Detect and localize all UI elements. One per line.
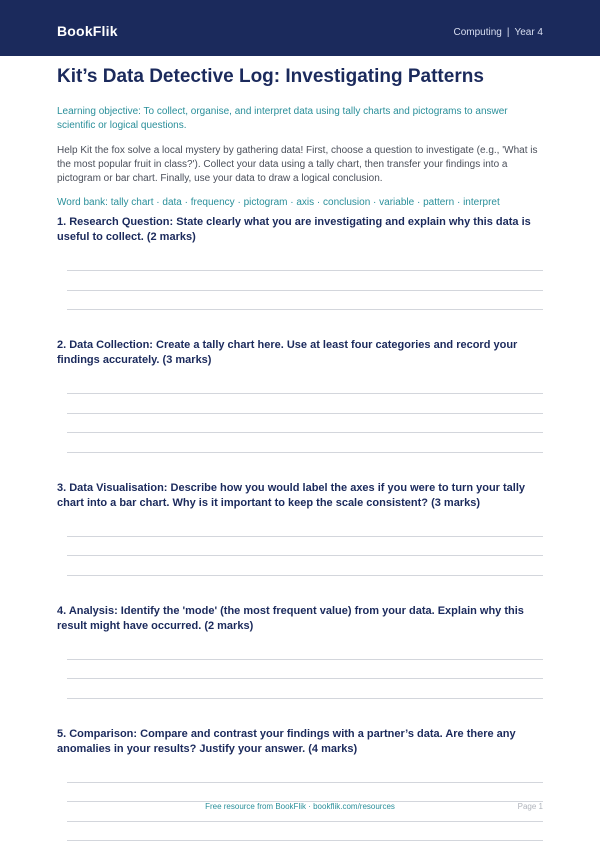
question-5	[57, 727, 543, 842]
year-label: Year 4	[514, 27, 543, 38]
question-3	[57, 481, 543, 576]
answer-line[interactable]	[67, 245, 543, 271]
answer-line[interactable]	[67, 556, 543, 576]
brand-logo: BookFlik	[57, 23, 118, 39]
subject-year	[453, 27, 543, 38]
top-bar	[0, 0, 600, 56]
answer-line[interactable]	[67, 679, 543, 699]
subject-label: Computing	[453, 27, 502, 38]
question-2	[57, 338, 543, 453]
answer-line[interactable]	[67, 537, 543, 557]
answer-line[interactable]	[67, 368, 543, 394]
answer-area[interactable]	[57, 511, 543, 576]
word-bank: Word bank: tally chart · data · frequency · pictogram · axis · conclusion · variable · pattern · interpret	[57, 196, 500, 208]
answer-line[interactable]	[67, 511, 543, 537]
question-text: 3. Data Visualisation: Describe how you would label the axes if you were to turn your tally chart into a bar chart. Why is it important to keep the scale consistent? (3 marks)	[57, 481, 526, 509]
page-title: Kit’s Data Detective Log: Investigating Patterns	[57, 66, 484, 87]
question-text: 1. Research Question: State clearly what you are investigating and explain why this data is useful to collect. (2 marks)	[57, 216, 531, 243]
question-text: 2. Data Collection: Create a tally chart here. Use at least four categories and record your findings accurately. (3 marks)	[57, 339, 518, 366]
answer-line[interactable]	[67, 271, 543, 291]
question-text: 4. Analysis: Identify the 'mode' (the most frequent value) from your data. Explain why this result might have occurred. (2 marks)	[57, 604, 524, 632]
answer-line[interactable]	[67, 660, 543, 680]
answer-line[interactable]	[67, 822, 543, 842]
answer-area[interactable]	[57, 634, 543, 699]
question-text: 5. Comparison: Compare and contrast your findings with a partner’s data. Are there any anomalies in your results? Justify your answer. (4 marks)	[57, 727, 516, 755]
learning-objective: Learning objective: To collect, organise, and interpret data using tally charts and pictograms to answer scientific or logical questions.	[57, 105, 508, 131]
separator: |	[506, 27, 510, 38]
answer-line[interactable]	[67, 394, 543, 414]
page-number: Page 1	[517, 802, 543, 811]
answer-line[interactable]	[67, 757, 543, 783]
question-4	[57, 604, 543, 699]
answer-line[interactable]	[67, 783, 543, 803]
answer-line[interactable]	[67, 634, 543, 660]
answer-line[interactable]	[67, 291, 543, 311]
answer-line[interactable]	[67, 433, 543, 453]
answer-area[interactable]	[57, 757, 543, 842]
intro-paragraph: Help Kit the fox solve a local mystery by gathering data! First, choose a question to investigate (e.g., 'What is the most popular fruit in class?'). Collect your data using a tally chart, then transfer your findings into a pictogram or bar chart. Finally, use your data to draw a logical conclusion.	[57, 144, 538, 184]
question-1	[57, 215, 543, 310]
questions-section	[57, 215, 543, 841]
answer-line[interactable]	[67, 414, 543, 434]
answer-area[interactable]	[57, 368, 543, 453]
answer-area[interactable]	[57, 245, 543, 310]
intro-section	[57, 62, 543, 208]
footer-text: Free resource from BookFlik · bookflik.com/resources	[205, 802, 395, 811]
